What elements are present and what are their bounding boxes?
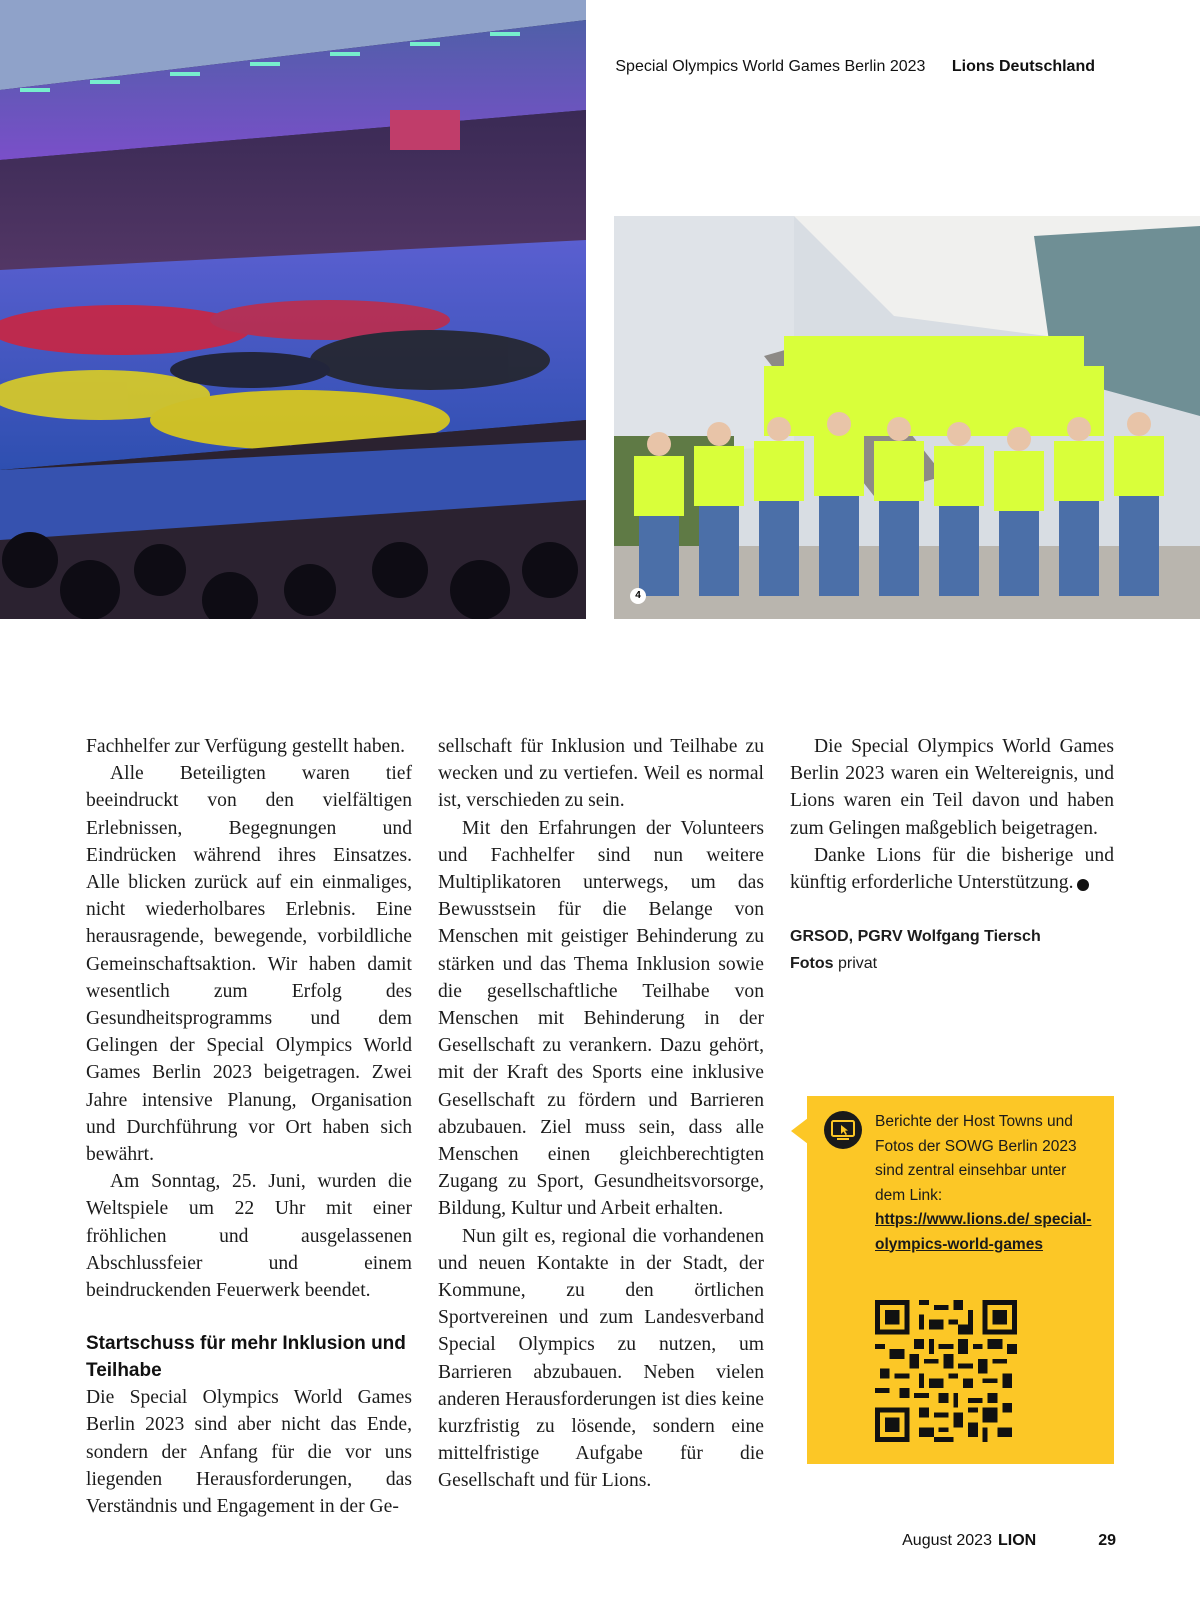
magazine-name: LION <box>997 1532 1037 1549</box>
infobox-text: Berichte der Host Towns und Fotos der SOWG Berlin 2023 sind zentral einsehbar unter dem Link: <box>875 1113 1077 1204</box>
paragraph: sellschaft für Inklusion und Teilhabe zu wecken und zu vertiefen. Weil es normal ist, verschieden zu sein. <box>438 736 764 812</box>
section-title: Special Olympics World Games Berlin 2023 <box>615 58 926 75</box>
photos-credit-label: Fotos <box>790 955 834 973</box>
computer-click-icon <box>823 1110 863 1150</box>
paragraph: Die Special Olympics World Games Berlin 2023 sind aber nicht das Ende, sondern der Anfang für die vor uns liegenden Herausforderungen, das Verständnis und Engagement in der Ge- <box>86 1387 412 1518</box>
qr-code[interactable] <box>875 1300 1017 1442</box>
paragraph <box>790 842 1114 896</box>
paragraph: Mit den Erfahrungen der Volunteers und Fachhelfer sind nun weitere Multiplikatoren unterwegs, um das Bewusstsein für die Belange von Menschen mit geistiger Behinderung zu stärken und das Thema Inklusion sowie die gesellschaftliche Teilhabe von Menschen mit Behinderung in der Gesellschaft zu verankern. Dazu gehört, mit der Kraft des Sports eine inklusive Gesellschaft zu fördern und Barrieren abzubauen. Ziel muss sein, dass alle Menschen einen gleichberechtigten Zugang zu Sport, Gesundheitsvorsorge, Bildung, Kultur und Arbeit erhalten. <box>438 817 764 1220</box>
stadium-photo <box>0 0 586 619</box>
publication-brand: Lions Deutschland <box>951 58 1095 75</box>
paragraph: Am Sonntag, 25. Juni, wurden die Weltspiele um 22 Uhr mit einer fröhlichen und ausgelassenen Abschlussfeier und einem beindruckenden Feuerwerk beendet. <box>86 1171 412 1302</box>
author-credit: GRSOD, PGRV Wolfgang Tiersch <box>790 928 1041 946</box>
paragraph-text: Danke Lions für die bisherige und künftig erforderliche Unterstützung. <box>790 844 1114 894</box>
page-number: 29 <box>1098 1532 1116 1549</box>
photo-number-badge: 4 <box>630 588 646 604</box>
text-column-2 <box>438 733 764 1495</box>
text-column-3 <box>790 733 1114 977</box>
infobox-pointer <box>791 1118 808 1144</box>
lions-website-link[interactable]: https://www.lions.de/ special-olympics-world-games <box>875 1211 1092 1253</box>
volunteers-group-photo <box>614 216 1200 619</box>
photos-credit-value: privat <box>838 955 878 973</box>
running-header <box>615 58 1095 76</box>
text-column-1 <box>86 733 412 1520</box>
article-end-mark: L <box>1077 879 1089 891</box>
paragraph: Fachhelfer zur Verfügung gestellt haben. <box>86 736 406 757</box>
paragraph: Nun gilt es, regional die vorhandenen und neuen Kontakte in der Stadt, der Kommune, zu den örtlichen Sportvereinen und zum Landesverband Special Olympics zu nutzen, um Barrieren abzubauen. Neben vielen anderen Herausforderungen ist dies keine kurzfristig zu lösende, sondern eine mittelfristige Aufgabe für die Gesellschaft und für Lions. <box>438 1225 764 1492</box>
page-footer <box>902 1532 1116 1550</box>
paragraph: Alle Beteiligten waren tief beeindruckt von den vielfältigen Erlebnissen, Begegnungen und Eindrücken während ihres Einsatzes. Alle blicken zurück auf ein einmaliges, nicht wiederholbares Erlebnis. Eine herausragende, bewegende, vorbildliche Gemeinschaftsaktion. Wir haben damit wesentlich zum Erfolg des Gesundheitsprogramms und dem Gelingen der Special Olympics World Games Berlin 2023 beigetragen. Zwei Jahre intensive Planung, Organisation und Durchführung vor Ort haben sich bewährt. <box>86 763 412 1166</box>
paragraph: Die Special Olympics World Games Berlin 2023 waren ein Weltereignis, und Lions waren ein Teil davon und haben zum Gelingen maßgeblich beigetragen. <box>790 736 1114 839</box>
info-box <box>807 1096 1114 1464</box>
credits <box>790 923 1114 977</box>
section-subheading: Startschuss für mehr Inklusion und Teilhabe <box>86 1333 406 1382</box>
issue-date: August 2023 <box>902 1532 992 1549</box>
